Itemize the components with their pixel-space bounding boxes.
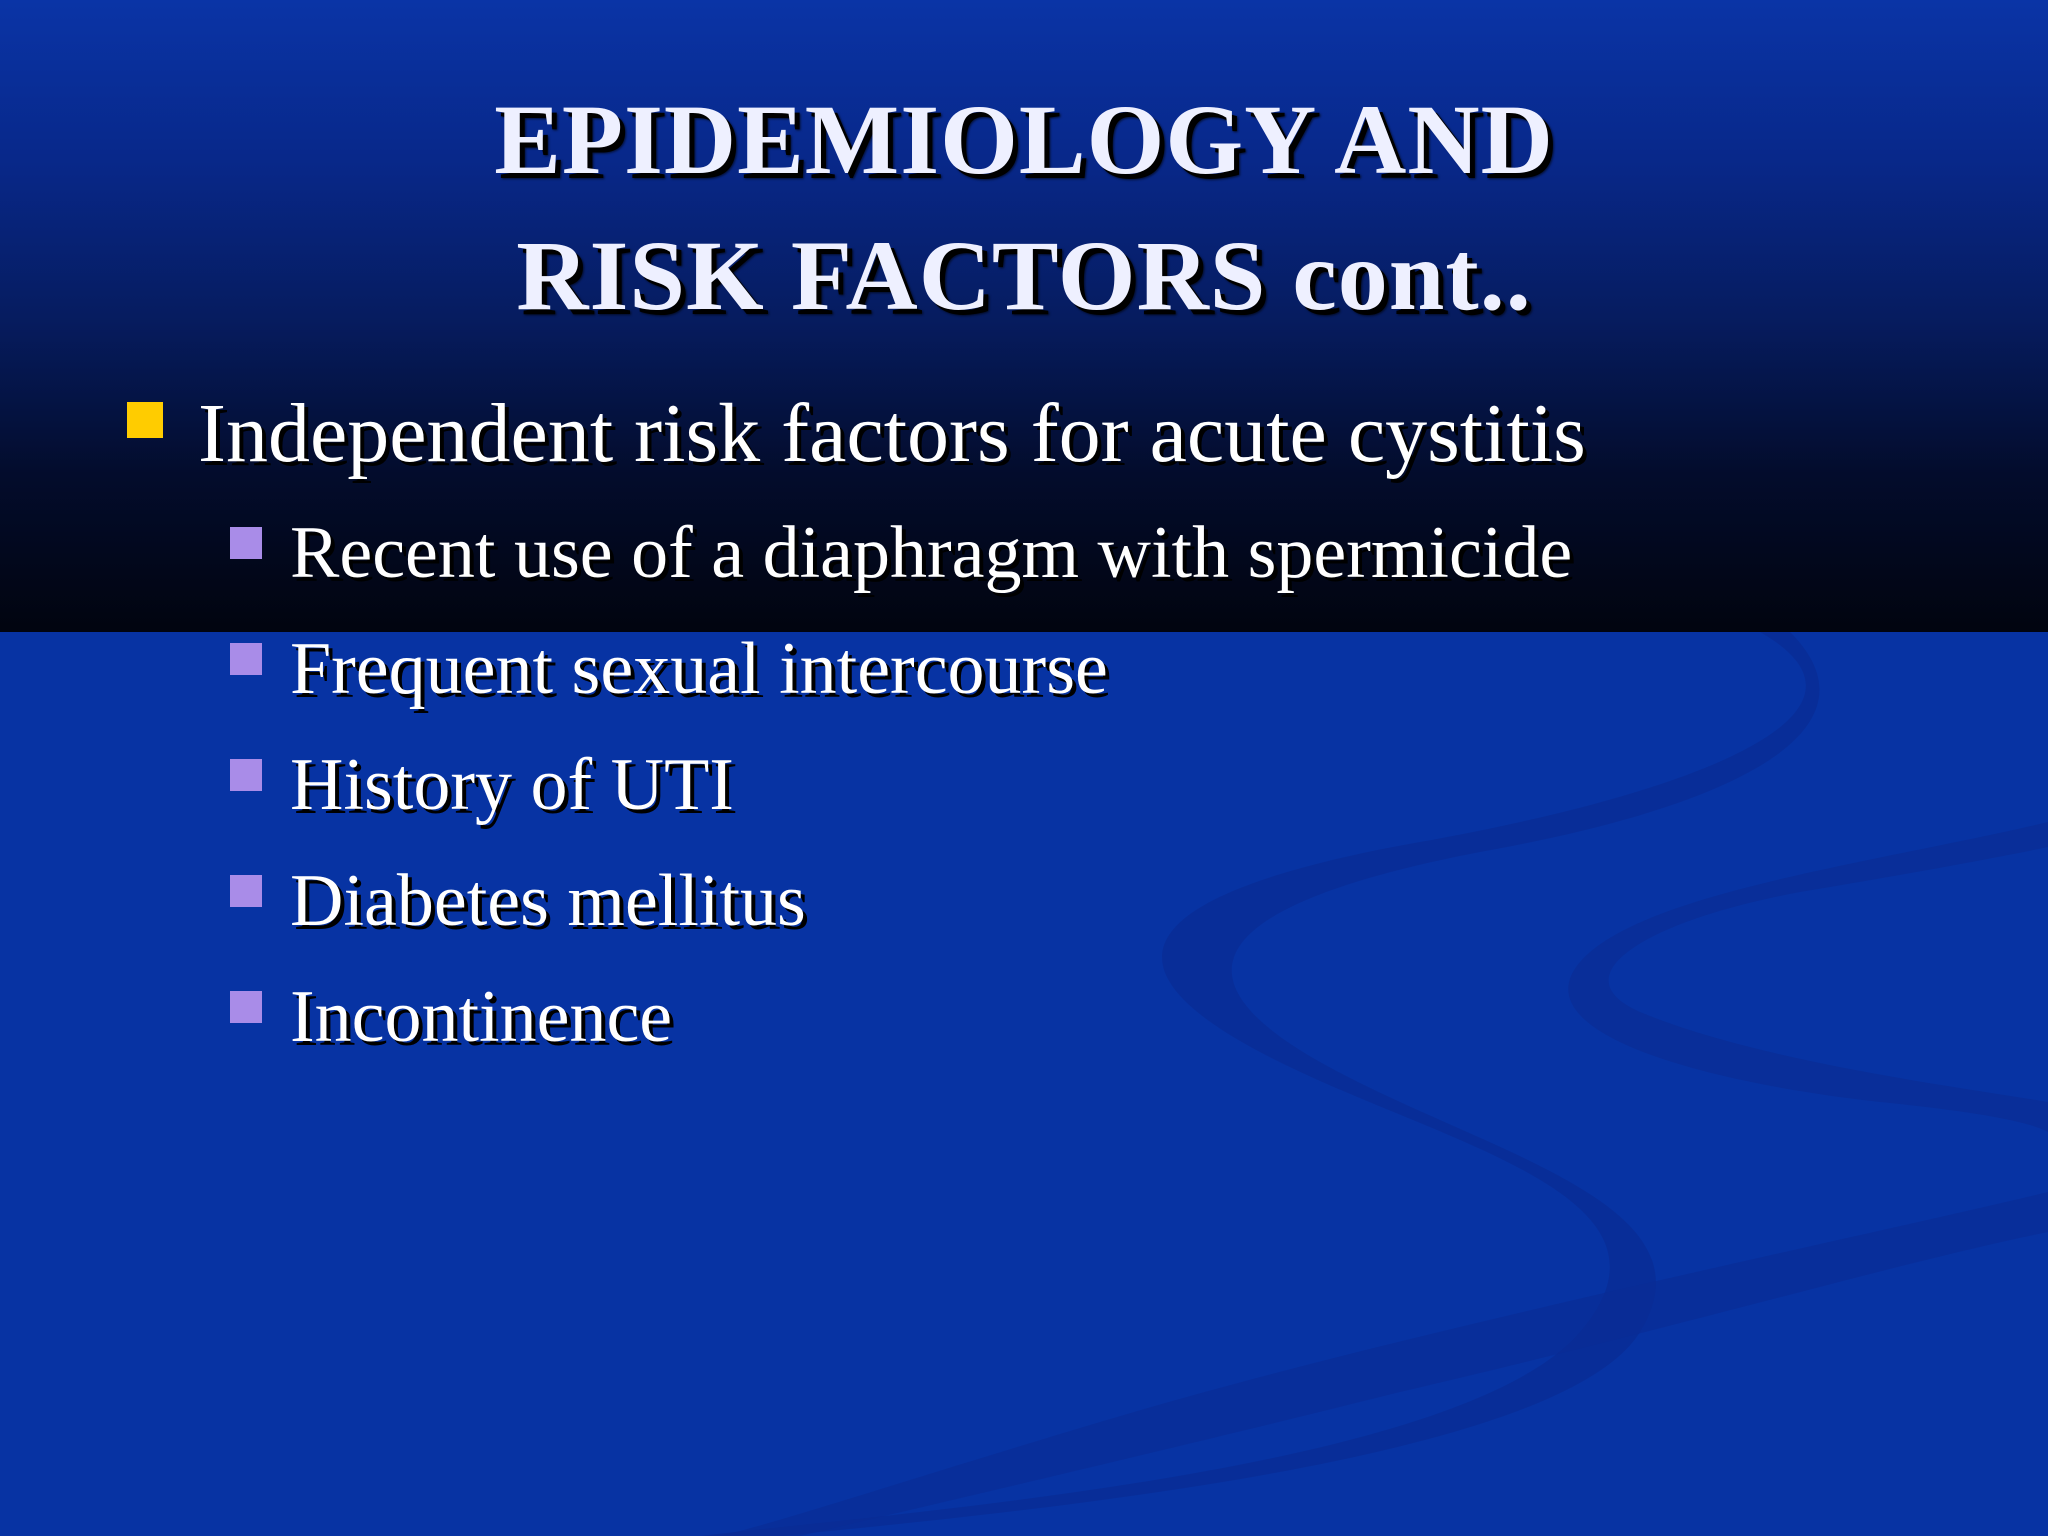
title-line-2: RISK FACTORS cont.. <box>516 220 1532 331</box>
sub-bullet-text: Incontinence <box>290 976 673 1058</box>
square-bullet-icon <box>127 402 163 438</box>
sub-bullet-text: Frequent sexual intercourse <box>290 628 1108 710</box>
square-bullet-icon <box>230 991 262 1023</box>
square-bullet-icon <box>230 527 262 559</box>
square-bullet-icon <box>230 643 262 675</box>
title-line-1: EPIDEMIOLOGY AND <box>494 84 1554 195</box>
sub-bullet-text: Recent use of a diaphragm with spermicide <box>290 512 1573 594</box>
main-bullet-text: Independent risk factors for acute cystitis <box>198 387 1586 480</box>
square-bullet-icon <box>230 875 262 907</box>
sub-bullet-text: Diabetes mellitus <box>290 860 806 942</box>
square-bullet-icon <box>230 759 262 791</box>
sub-bullet-text: History of UTI <box>290 744 734 826</box>
